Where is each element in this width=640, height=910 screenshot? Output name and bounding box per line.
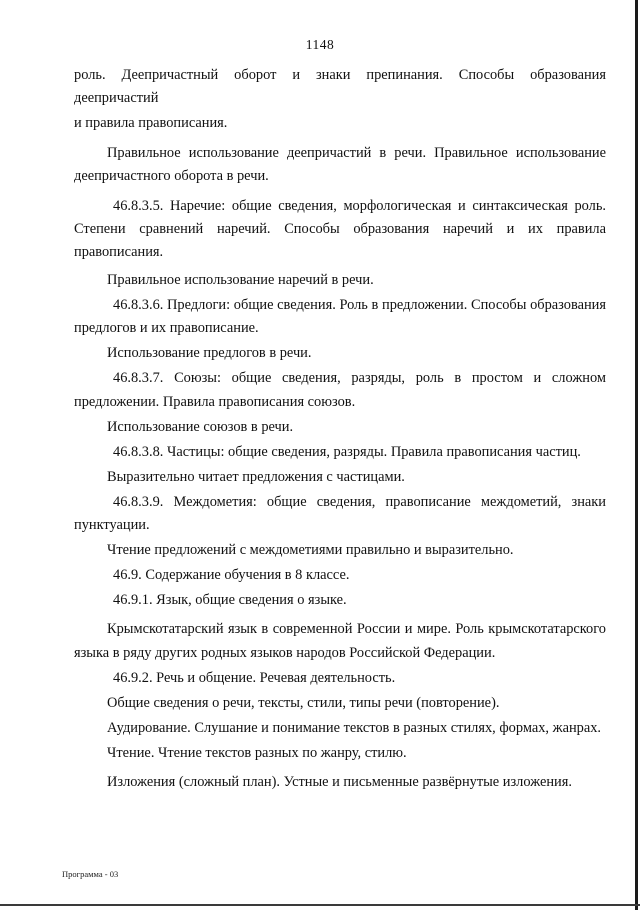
paragraph: 46.8.3.7. Союзы: общие сведения, разряды, роль в простом и сложном предложении. Правила правописания союзов. [74, 370, 606, 410]
footer-label: Программа - 03 [62, 869, 119, 879]
paragraph: и правила правописания. [74, 115, 228, 132]
paragraph: 46.8.3.8. Частицы: общие сведения, разряды. Правила правописания частиц. [113, 443, 581, 460]
paragraph: 46.8.3.9. Междометия: общие сведения, правописание междометий, знаки пунктуации. [74, 493, 606, 534]
paragraph: 46.8.3.5. Наречие: общие сведения, морфологическая и синтаксическая роль. Степени сравнений наречий. Способы образования наречий и их правила правописания. [74, 197, 606, 261]
paragraph: Крымскотатарский язык в современной России и мире. Роль крымскотатарского языка в ряду других родных языков народов Российской Федерации. [74, 621, 606, 661]
paragraph: Правильное использование наречий в речи. [107, 271, 374, 288]
paragraph: Правильное использование деепричастий в речи. Правильное использование деепричастного оборота в речи. [74, 144, 606, 185]
page-number: 1148 [305, 37, 335, 52]
body-text [74, 64, 606, 796]
scan-edge-right [635, 0, 638, 910]
paragraph: Чтение предложений с междометиями правильно и выразительно. [107, 542, 514, 559]
paragraph: 46.9.2. Речь и общение. Речевая деятельность. [113, 669, 396, 686]
paragraph: Изложения (сложный план). Устные и письменные развёрнутые изложения. [107, 774, 572, 791]
paragraph: Использование союзов в речи. [107, 418, 294, 435]
paragraph: 46.9.1. Язык, общие сведения о языке. [113, 592, 347, 609]
paragraph: 46.9. Содержание обучения в 8 классе. [113, 567, 350, 584]
paragraph: Чтение. Чтение текстов разных по жанру, стилю. [107, 744, 407, 761]
paragraph: Использование предлогов в речи. [107, 345, 312, 362]
paragraph: Аудирование. Слушание и понимание текстов в разных стилях, формах, жанрах. [107, 719, 602, 736]
paragraph: Общие сведения о речи, тексты, стили, типы речи (повторение). [107, 694, 500, 711]
paragraph: роль. Деепричастный оборот и знаки препинания. Способы образования деепричастий [74, 67, 606, 107]
paragraph: 46.8.3.6. Предлоги: общие сведения. Роль в предложении. Способы образования предлогов и их правописание. [74, 296, 606, 337]
paragraph: Выразительно читает предложения с частицами. [107, 468, 405, 485]
scan-edge-bottom [0, 904, 640, 906]
